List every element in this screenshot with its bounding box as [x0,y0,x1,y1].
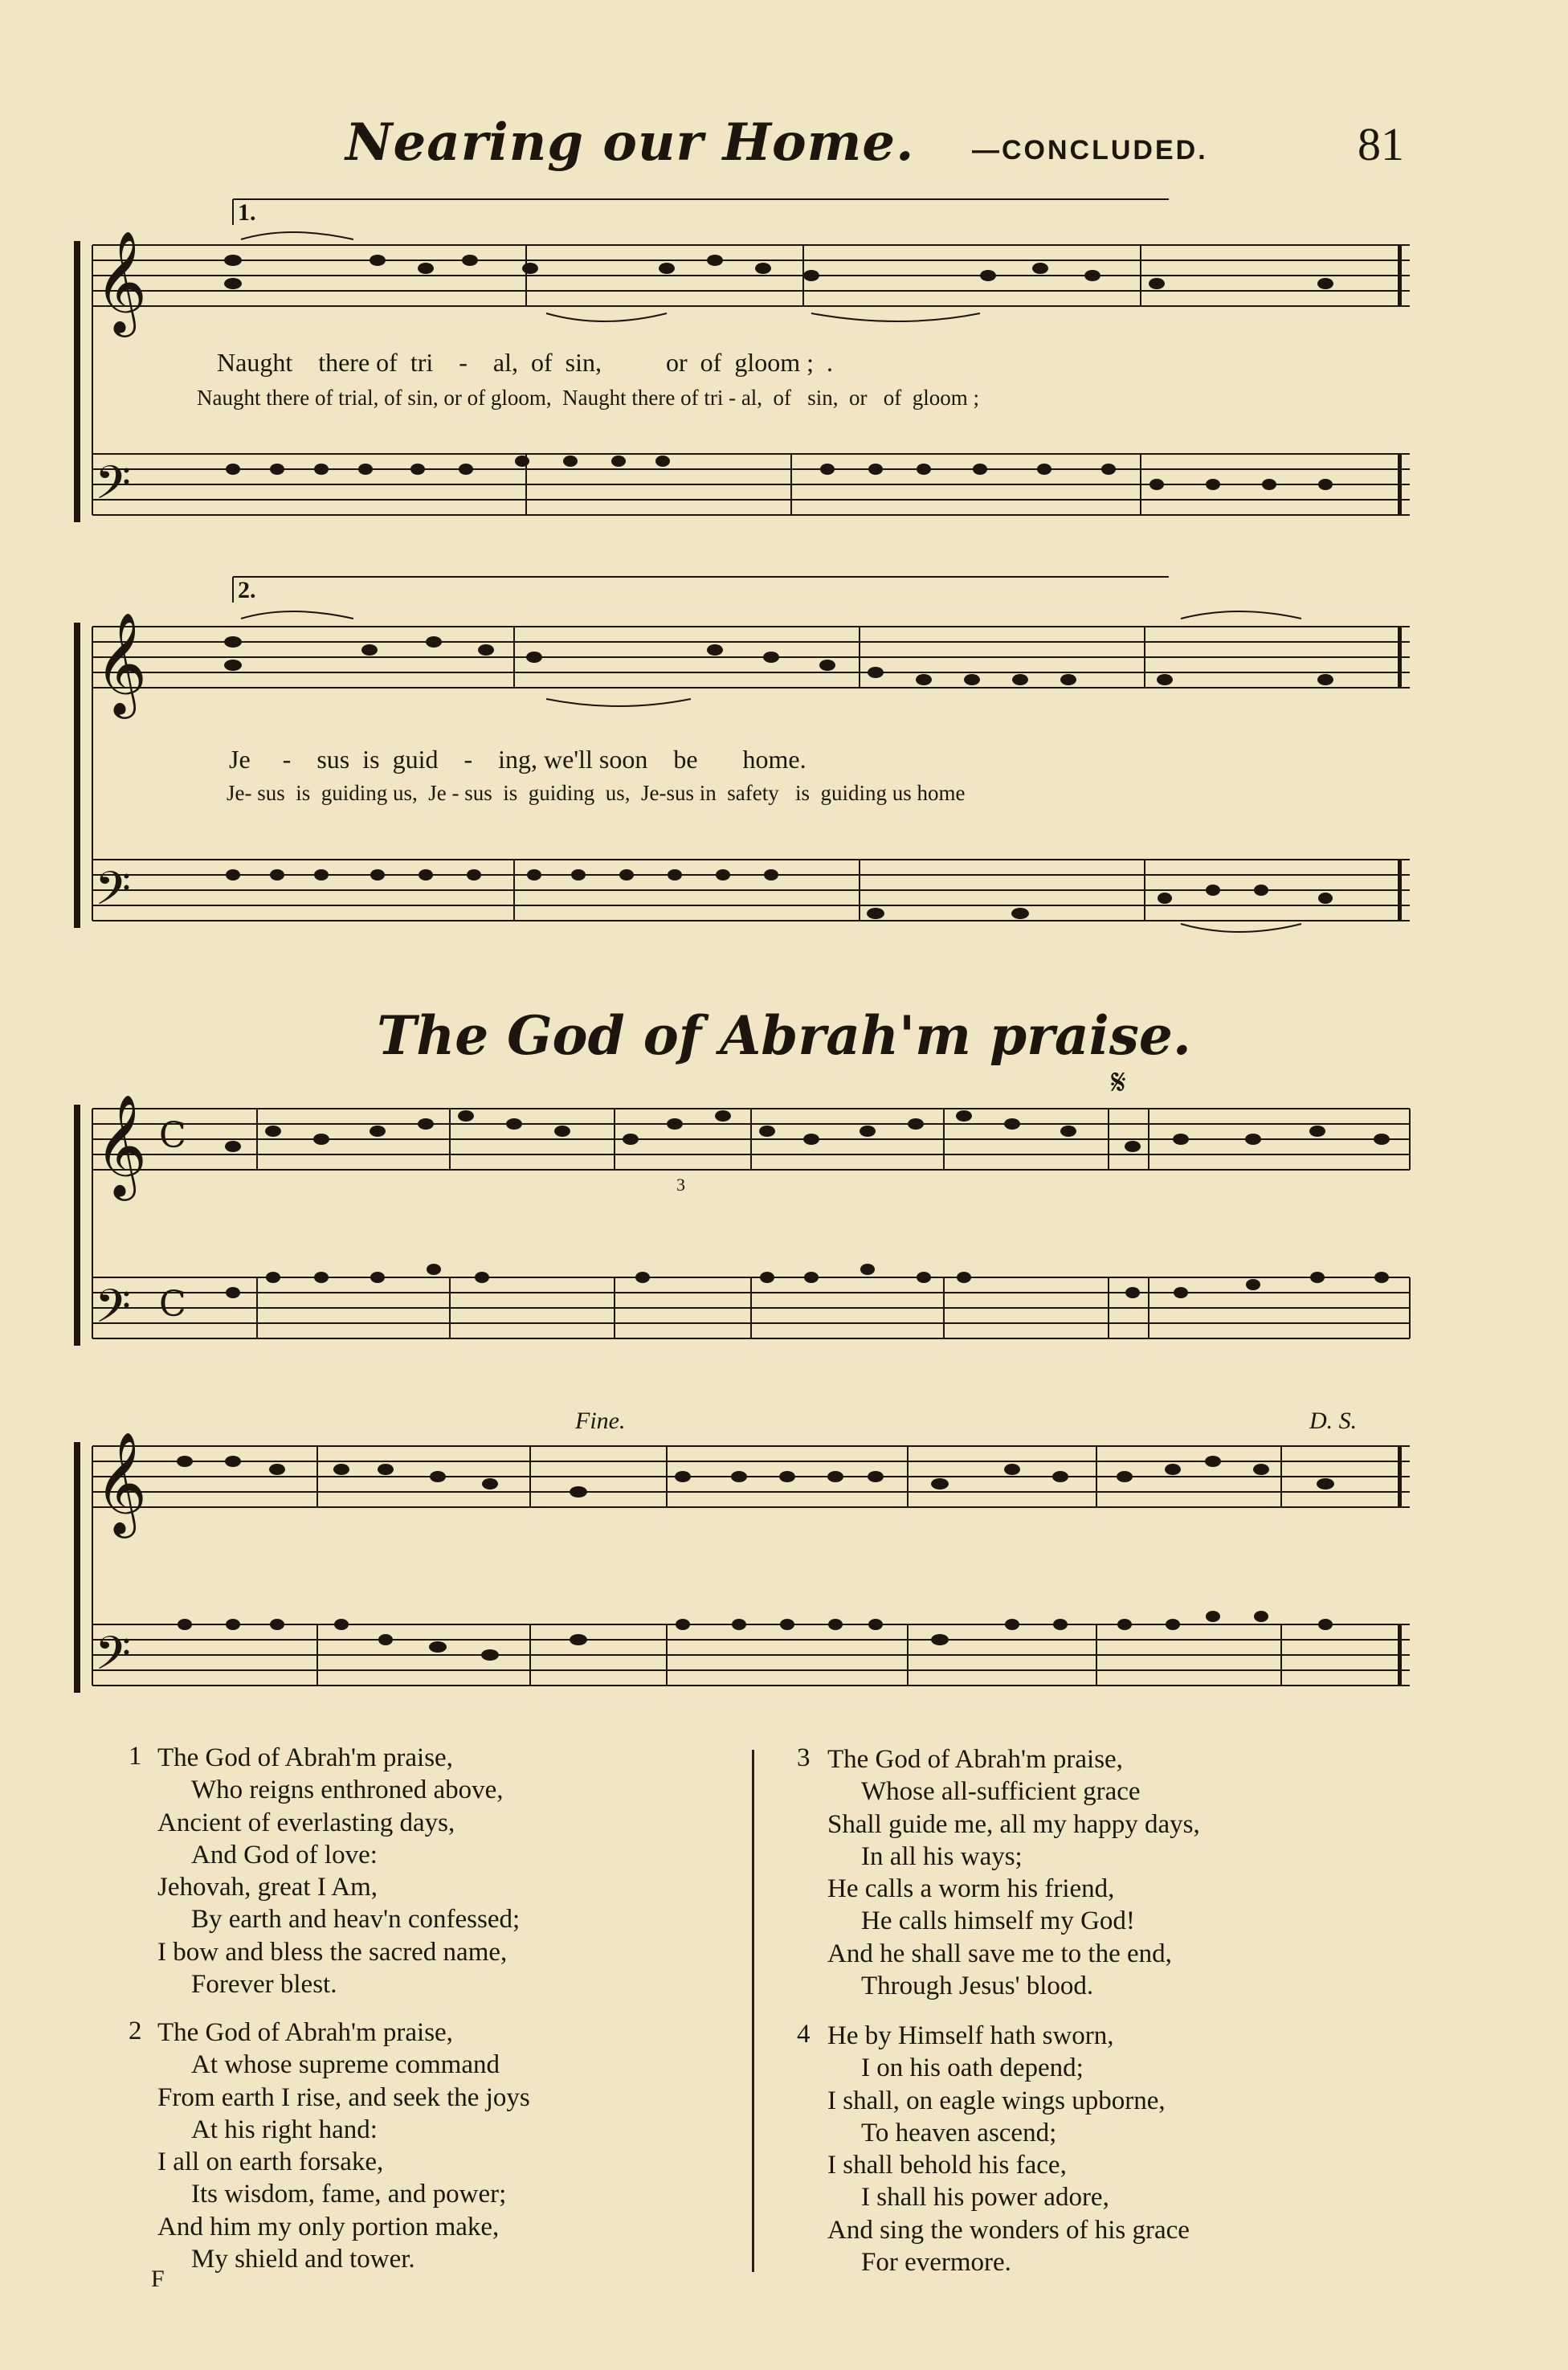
verse-4-line-4: To heaven ascend; [861,2118,1057,2147]
verse-3-line-3: Shall guide me, all my happy days, [827,1809,1200,1839]
ending-1-lyric-line-2: Naught there of trial, of sin, or of gloom, Naught there of tri - al, of sin, or of gloom ; [197,386,980,410]
verse-3-line-8: Through Jesus' blood. [861,1972,1094,2001]
verse-4-line-1: He by Himself hath sworn, [827,2021,1114,2050]
svg-text:C: C [159,1284,186,1325]
song-title: The God of Abrah'm praise. [377,1004,1191,1067]
svg-text:𝄞: 𝄞 [95,1093,148,1196]
svg-text:𝄞: 𝄞 [95,1431,148,1534]
verse-2-line-7: And him my only portion make, [157,2212,500,2241]
verse-1-line-4: And God of love: [191,1840,378,1869]
svg-text:𝄢: 𝄢 [95,1626,132,1692]
verse-2-line-8: My shield and tower. [191,2245,415,2274]
verse-2-line-6: Its wisdom, fame, and power; [191,2180,507,2209]
verse-1-line-7: I bow and bless the sacred name, [157,1937,508,1967]
svg-text:𝄢: 𝄢 [95,456,132,521]
music-system-4 [0,1398,1568,1735]
signature-mark: F [151,2266,165,2292]
verse-1-line-6: By earth and heav'n confessed; [191,1905,521,1935]
svg-text:C: C [159,1115,186,1156]
music-system-ending-1 [0,193,1568,546]
ending-2-lyric-line-2: Je- sus is guiding us, Je - sus is guiding us, Je-sus in safety is guiding us home [227,781,966,805]
segno-sign: 𝄋 [1111,1062,1126,1103]
ending-2-lyric-line-1: Je - sus is guid - ing, we'll soon be home. [229,745,806,774]
verse-3-line-4: In all his ways; [861,1841,1023,1871]
column-divider [752,1750,754,2272]
verse-3 [827,1743,1200,2002]
verse-3-line-6: He calls himself my God! [861,1906,1135,1936]
hymn-title-continued: Nearing our Home. [345,112,915,173]
verse-2-line-3: From earth I rise, and seek the joys [157,2082,530,2112]
verse-1-line-2: Who reigns enthroned above, [191,1775,504,1805]
music-system-3 [0,1062,1568,1406]
verse-4-line-3: I shall, on eagle wings upborne, [827,2086,1166,2115]
verse-2-line-4: At his right hand: [191,2115,378,2144]
dal-segno-mark: D. S. [1309,1408,1358,1434]
verse-3-number: 3 [797,1743,811,1772]
verse-4-line-2: I on his oath depend; [861,2053,1084,2083]
verse-2-line-5: I all on earth forsake, [157,2147,384,2177]
verse-2-line-2: At whose supreme command [191,2050,500,2080]
verse-1 [157,1742,520,2000]
staff-notation-system-3 [0,1069,1568,1406]
triplet-mark: 3 [676,1175,685,1195]
verse-2-number: 2 [129,2017,142,2045]
page-number: 81 [1358,118,1404,170]
verse-1-line-3: Ancient of everlasting days, [157,1808,455,1837]
verse-4-line-7: And sing the wonders of his grace [827,2215,1190,2245]
fine-mark: Fine. [575,1408,626,1434]
verse-1-number: 1 [129,1742,142,1771]
verse-3-line-7: And he shall save me to the end, [827,1939,1172,1968]
svg-text:𝄢: 𝄢 [95,1279,132,1345]
verse-2 [157,2017,530,2275]
verse-4-line-8: For evermore. [861,2248,1011,2278]
verse-1-line-1: The God of Abrah'm praise, [157,1743,453,1772]
ending-1-marker: 1. [238,199,256,226]
ending-1-lyric-line-1: Naught there of tri - al, of sin, or of gloom ; . [217,348,833,377]
verse-4-number: 4 [797,2020,811,2049]
verse-2-line-1: The God of Abrah'm praise, [157,2018,453,2047]
verse-4 [827,2020,1190,2278]
verse-3-line-2: Whose all-sufficient grace [861,1777,1141,1807]
svg-text:𝄢: 𝄢 [95,861,132,927]
svg-text:𝄞: 𝄞 [95,230,148,333]
staff-notation-system-4 [0,1398,1568,1735]
verse-3-line-1: The God of Abrah'm praise, [827,1745,1123,1774]
verse-3-line-5: He calls a worm his friend, [827,1874,1115,1904]
hymn-subtitle: —CONCLUDED. [972,135,1208,165]
verse-4-line-5: I shall behold his face, [827,2151,1067,2180]
verse-1-line-8: Forever blest. [191,1970,337,2000]
ending-2-marker: 2. [238,577,256,603]
music-system-ending-2 [0,570,1568,948]
verse-4-line-6: I shall his power adore, [861,2183,1109,2213]
verse-1-line-5: Jehovah, great I Am, [157,1873,378,1902]
svg-text:𝄞: 𝄞 [95,611,148,714]
